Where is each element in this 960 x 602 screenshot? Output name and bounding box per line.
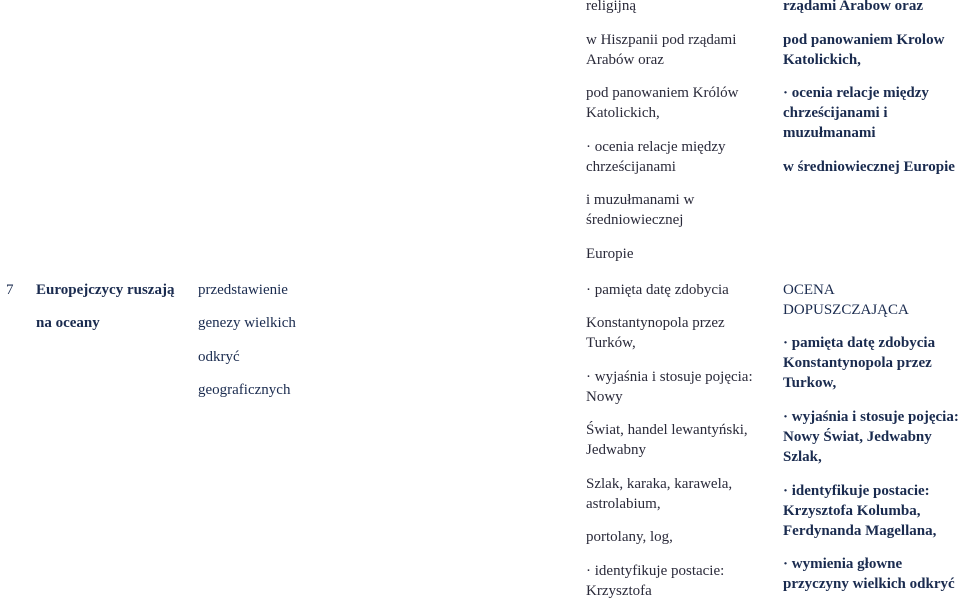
text-line: · identyfikuje postacie: — [586, 563, 725, 579]
text-line: pod panowaniem Królów — [586, 85, 739, 101]
grade-heading: OCENA — [783, 282, 835, 298]
row-number: 7 — [6, 282, 14, 298]
text-line: chrześcijanami — [586, 159, 676, 175]
text-line: Konstantynopola przez — [783, 355, 932, 371]
grade-heading: DOPUSZCZAJĄCA — [783, 302, 909, 318]
text-line: Szlak, karaka, karawela, — [586, 476, 733, 492]
text-line: Krzysztofa Kolumba, — [783, 503, 921, 519]
text-line: w Hiszpanii pod rządami — [586, 32, 737, 48]
content-line: przedstawienie — [198, 282, 288, 298]
text-line: astrolabium, — [586, 496, 661, 512]
text-line: Katolickich, — [783, 52, 861, 68]
text-line: Arabów oraz — [586, 52, 664, 68]
text-line: · pamięta datę zdobycia — [586, 282, 729, 298]
text-line: rządami Arabow oraz — [783, 0, 923, 14]
text-line: Krzysztofa — [586, 583, 652, 599]
text-line: · identyfikuje postacie: — [783, 483, 930, 499]
text-line: Turków, — [586, 335, 636, 351]
text-line: Jedwabny — [586, 442, 646, 458]
text-line: średniowiecznej — [586, 212, 684, 228]
text-line: Turkow, — [783, 375, 837, 391]
text-line: Europie — [586, 246, 634, 262]
content-line: odkryć — [198, 349, 240, 365]
text-line: Konstantynopola przez — [586, 315, 725, 331]
text-line: chrześcijanami i — [783, 105, 888, 121]
text-line: Świat, handel lewantyński, — [586, 422, 748, 438]
text-line: Nowy — [586, 389, 623, 405]
topic-line: na oceany — [36, 315, 100, 331]
text-line: i muzułmanami w — [586, 192, 695, 208]
text-line: muzułmanami — [783, 125, 876, 141]
text-line: Katolickich, — [586, 105, 660, 121]
text-line: Szlak, — [783, 449, 822, 465]
text-line: · ocenia relacje między — [783, 85, 929, 101]
text-line: · wyjaśnia i stosuje pojęcia: — [586, 369, 753, 385]
text-line: religijną — [586, 0, 636, 14]
text-line: w średniowiecznej Europie — [783, 159, 955, 175]
topic-line: Europejczycy ruszają — [36, 282, 175, 298]
text-line: · wyjaśnia i stosuje pojęcia: — [783, 409, 959, 425]
text-line: · wymienia głowne — [783, 556, 903, 572]
text-line: Ferdynanda Magellana, — [783, 523, 937, 539]
text-line: pod panowaniem Krolow — [783, 32, 945, 48]
text-line: przyczyny wielkich odkryć — [783, 576, 955, 592]
text-line: · ocenia relacje między — [586, 139, 726, 155]
text-line: · pamięta datę zdobycia — [783, 335, 936, 351]
content-line: geograficznych — [198, 382, 291, 398]
text-line: Nowy Świat, Jedwabny — [783, 429, 932, 445]
content-line: genezy wielkich — [198, 315, 296, 331]
text-line: portolany, log, — [586, 529, 673, 545]
